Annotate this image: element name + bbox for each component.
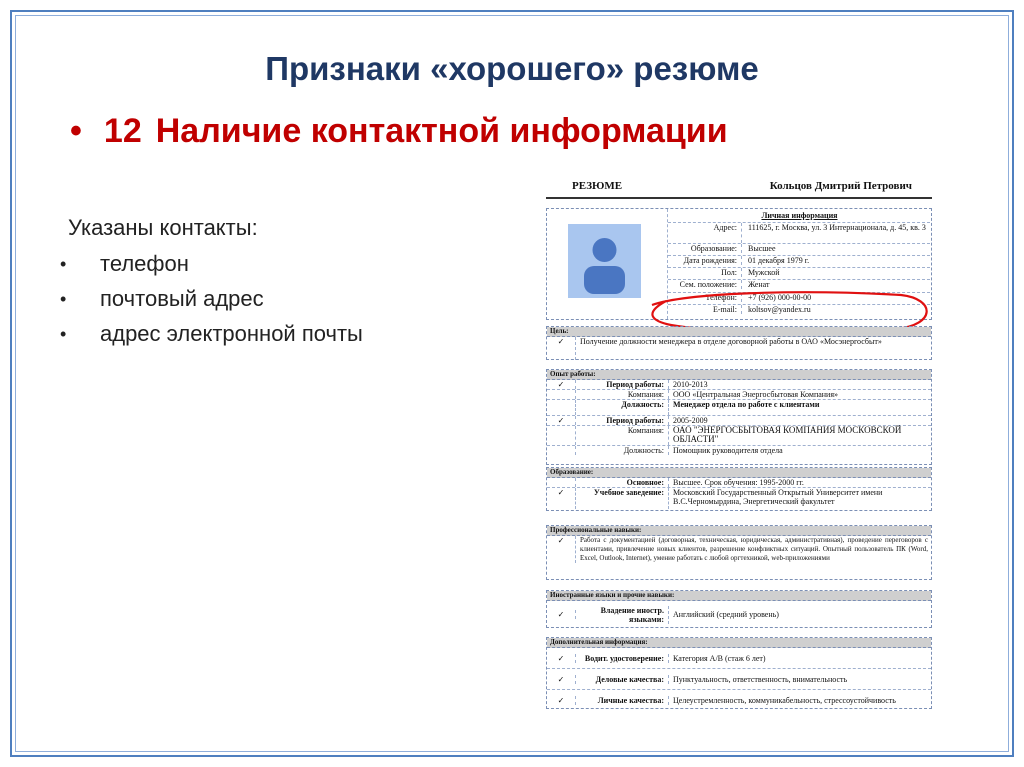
skills-section <box>546 525 932 580</box>
table-row: ✓ Учебное заведение: Московский Государственный Открытый Университет имени В.С.Черномырдина, Энергетический факультет <box>547 488 931 509</box>
bullet-icon: • <box>70 112 82 150</box>
table-row: ✓ Личные качества: Целеустремленность, коммуникабельность, стрессоустойчивость <box>547 690 931 710</box>
personal-row-education: Образование: Высшее <box>668 243 930 253</box>
personal-title: Личная информация <box>761 211 838 220</box>
slide-point <box>70 112 728 151</box>
table-row: Основное: Высшее. Срок обучения: 1995-2000 гг. <box>547 478 931 488</box>
contact-item-email: адрес электронной почты <box>100 321 363 346</box>
goal-title: Цель: <box>547 327 931 337</box>
point-number: 12 <box>103 112 142 150</box>
skills-text: Работа с документацией (договорная, техническая, юридическая, административная), проведение переговоров с клиентами, привлечение новых клиентов, разрешение конфликтных ситуаций. Опытный пользователь ПК (Word, Excel, Outlook, Internet), умение работать с любой оргтехникой, web-приложениями <box>580 536 928 562</box>
table-row: Компания: ОАО "ЭНЕРГОСБЫТОВАЯ КОМПАНИЯ МОСКОВСКОЙ ОБЛАСТИ" <box>547 426 931 446</box>
languages-title: Иностранные языки и прочие навыки: <box>547 591 931 601</box>
experience-section <box>546 369 932 465</box>
list-item <box>60 321 500 347</box>
additional-section <box>546 637 932 709</box>
check-icon: ✓ <box>547 337 576 360</box>
contact-item-address: почтовый адрес <box>100 286 264 311</box>
personal-row-family: Сем. положение: Женат <box>668 279 930 289</box>
bullet-icon: • <box>60 254 67 274</box>
table-row: ✓ Деловые качества: Пунктуальность, ответственность, внимательность <box>547 669 931 690</box>
list-item <box>60 251 500 277</box>
personal-row-address: Адрес: 111625, г. Москва, ул. 3 Интернационала, д. 45, кв. 3 <box>668 222 930 243</box>
resume-header-divider <box>546 197 932 199</box>
table-row: ✓ Водит. удостоверение: Категория А/В (стаж 6 лет) <box>547 648 931 669</box>
check-icon: ✓ <box>547 536 576 563</box>
list-item <box>60 286 500 312</box>
contacts-list-block <box>60 215 500 356</box>
contacts-list <box>60 251 500 347</box>
languages-section: Иностранные языки и прочие навыки: ✓ Владение иностр. языками: Английский (средний уровень) <box>546 590 932 628</box>
resume-label: РЕЗЮМЕ <box>572 180 623 192</box>
point-text: Наличие контактной информации <box>155 112 728 150</box>
resume-image <box>546 180 932 710</box>
education-title: Образование: <box>547 468 931 478</box>
contacts-heading: Указаны контакты: <box>68 215 258 240</box>
avatar-icon <box>568 224 641 298</box>
personal-row-email: E-mail: koltsov@yandex.ru <box>668 304 930 314</box>
bullet-icon: • <box>60 289 67 309</box>
photo-placeholder <box>568 224 641 298</box>
bullet-icon: • <box>60 324 67 344</box>
goal-section <box>546 326 932 360</box>
resume-name: Кольцов Дмитрий Петрович <box>769 180 912 192</box>
table-row: Должность: Менеджер отдела по работе с клиентами <box>547 400 931 416</box>
table-row: Компания: ООО «Центральная Энергосбытовая Компания» <box>547 390 931 400</box>
personal-row-birthdate: Дата рождения: 01 декабря 1979 г. <box>668 255 930 265</box>
education-section <box>546 467 932 511</box>
additional-title: Дополнительная информация: <box>547 638 931 648</box>
skills-title: Профессиональные навыки: <box>547 526 931 536</box>
personal-row-gender: Пол: Мужской <box>668 267 930 277</box>
slide-title: Признаки «хорошего» резюме <box>265 50 759 87</box>
personal-row-phone: Телефон: +7 (926) 000-00-00 <box>668 292 930 302</box>
check-icon: ✓ <box>547 610 576 619</box>
table-row: Должность: Помощник руководителя отдела <box>547 446 931 455</box>
goal-text: Получение должности менеджера в отделе договорной работы в ОАО «Мосэнергосбыт» <box>580 337 882 346</box>
experience-title: Опыт работы: <box>547 370 931 380</box>
table-row: ✓ Период работы: 2005-2009 <box>547 416 931 426</box>
table-row: ✓ Период работы: 2010-2013 <box>547 380 931 390</box>
contact-item-phone: телефон <box>100 251 189 276</box>
